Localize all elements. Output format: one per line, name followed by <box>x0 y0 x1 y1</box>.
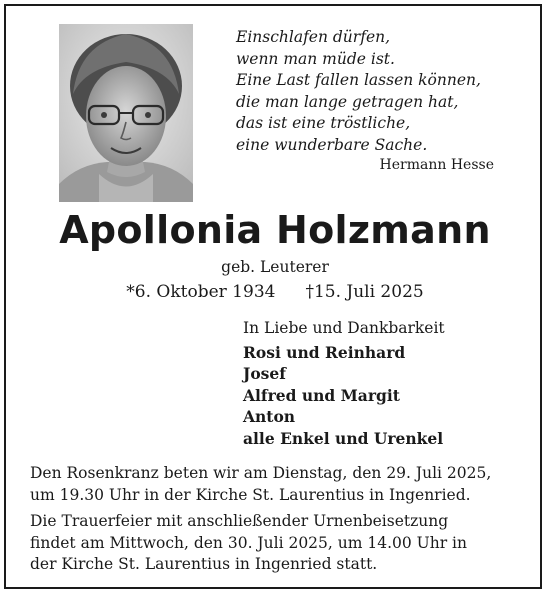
poem-author: Hermann Hesse <box>379 157 494 173</box>
rosary-notice <box>30 463 525 506</box>
poem <box>236 27 526 157</box>
death-date: †15. Juli 2025 <box>305 282 424 302</box>
poem-line: Einschlafen dürfen, <box>236 28 391 46</box>
mourners-intro: In Liebe und Dankbarkeit <box>243 319 445 337</box>
deceased-name: Apollonia Holzmann <box>59 208 491 252</box>
mourner-name: Josef <box>243 364 286 384</box>
maiden-name: geb. Leuterer <box>221 258 329 276</box>
mourner-name: alle Enkel und Urenkel <box>243 428 444 448</box>
mourner-name: Anton <box>243 407 296 427</box>
portrait-photo <box>59 24 193 202</box>
birth-date: *6. Oktober 1934 <box>126 282 276 302</box>
mourner-name: Alfred und Margit <box>243 385 400 405</box>
notice-line: Den Rosenkranz beten wir am Dienstag, den 29. Juli 2025, <box>30 464 492 482</box>
poem-line: eine wunderbare Sache. <box>236 135 428 154</box>
poem-line: die man lange getragen hat, <box>236 92 459 111</box>
life-dates <box>0 282 550 302</box>
notice-line: um 19.30 Uhr in der Kirche St. Laurentius in Ingenried. <box>30 485 471 504</box>
notice-line: der Kirche St. Laurentius in Ingenried statt. <box>30 555 378 574</box>
mourners-block <box>243 318 533 450</box>
mourner-name: Rosi und Reinhard <box>243 342 406 362</box>
poem-line: das ist eine tröstliche, <box>236 114 411 133</box>
notice-line: findet am Mittwoch, den 30. Juli 2025, um 14.00 Uhr in <box>30 533 467 552</box>
poem-line: wenn man müde ist. <box>236 49 395 68</box>
notice-line: Die Trauerfeier mit anschließender Urnenbeisetzung <box>30 512 449 530</box>
funeral-notice <box>30 511 525 576</box>
poem-line: Eine Last fallen lassen können, <box>236 71 481 90</box>
